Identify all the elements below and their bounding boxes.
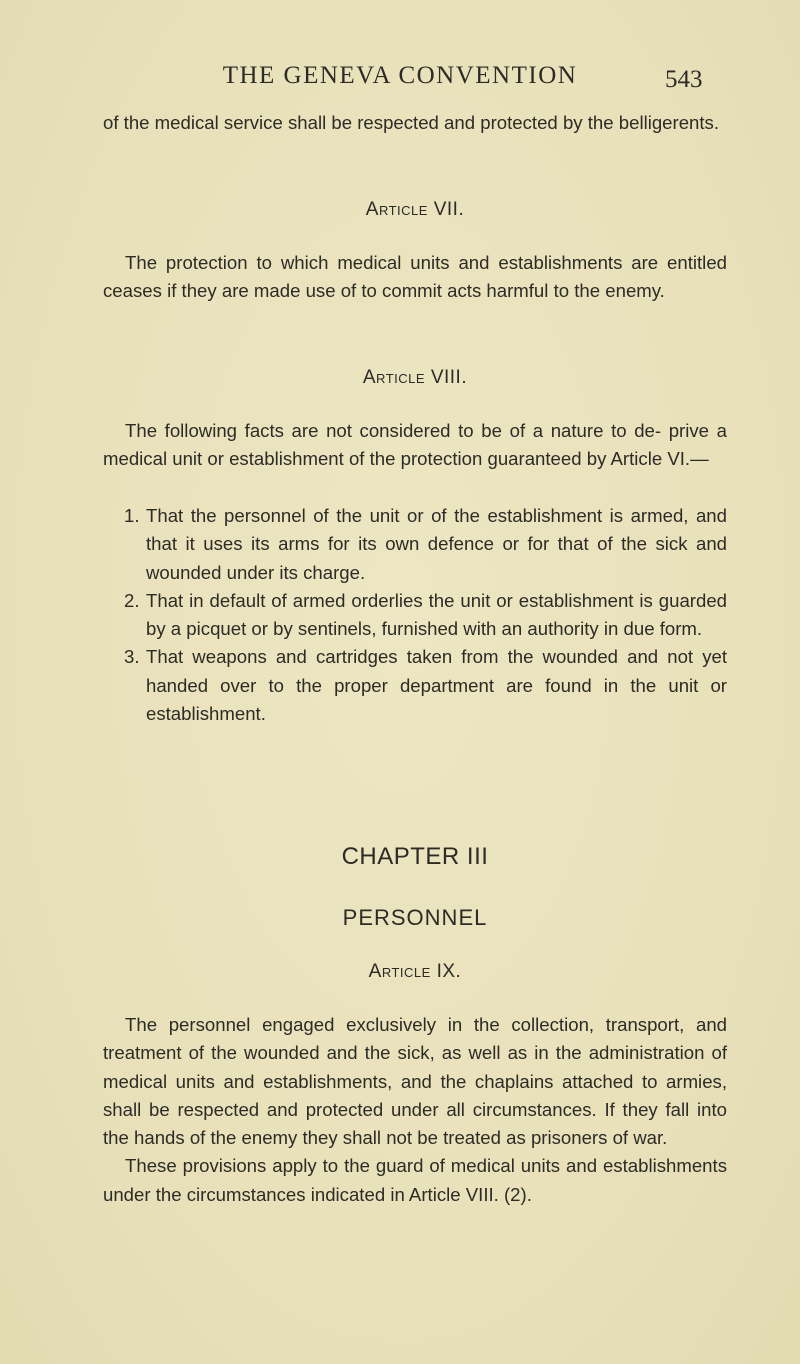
list-item-number: 2. — [124, 589, 140, 611]
article-ix-heading: Article IX. — [368, 961, 462, 982]
running-head: THE GENEVA CONVENTION — [222, 62, 578, 89]
page-number: 543 — [665, 66, 703, 93]
list-item-number: 1. — [124, 505, 140, 526]
list-item-text: That weapons and cartridges taken from the wounded and not yet handed over to the proper department are found in the unit or establishment. — [146, 646, 727, 725]
list-item — [103, 587, 727, 644]
chapter-title: CHAPTER III — [341, 843, 489, 870]
article-ix-paragraph-2: These provisions apply to the guard of medical units and establishments under the circumstances indicated in Article VIII. (2). — [103, 1155, 727, 1205]
article-viii-heading: Article VIII. — [362, 367, 468, 388]
list-item-number: 3. — [124, 646, 140, 668]
continuation-text: of the medical service shall be respected and protected by the belligerents. — [103, 112, 720, 133]
article-ix-paragraph-1: The personnel engaged exclusively in the collection, transport, and treatment of the wounded and the sick, as well as in the administration of medical units and establishments, and the chaplains attached to armies, shall be respected and protected under all circumstances. If they fall into the hands of the enemy they shall not be treated as prisoners of war. — [103, 1014, 727, 1149]
article-viii-intro-text: The following facts are not considered to be of a nature to de- prive a medical unit or establishment of the protection guaranteed by Article VI.— — [103, 420, 727, 470]
chapter-subtitle: PERSONNEL — [342, 905, 488, 930]
list-item — [103, 502, 727, 587]
list-item — [103, 643, 727, 728]
article-ix-body — [103, 1011, 727, 1209]
article-vii-text: The protection to which medical units and establishments are entitled ceases if they are made use of to commit acts harmful to the enemy. — [103, 252, 727, 302]
list-item-text: That the personnel of the unit or of the establishment is armed, and that it uses its arms for its own defence or for that of the sick and wounded under its charge. — [146, 505, 727, 583]
list-item-text: That in default of armed orderlies the unit or establishment is guarded by a picquet or by sentinels, furnished with an authority in due form. — [146, 589, 727, 640]
article-viii-list — [103, 502, 727, 728]
article-vii-body — [103, 249, 727, 306]
article-viii-intro — [103, 417, 727, 474]
article-vii-heading: Article VII. — [365, 199, 465, 220]
continuation-paragraph — [103, 109, 727, 137]
